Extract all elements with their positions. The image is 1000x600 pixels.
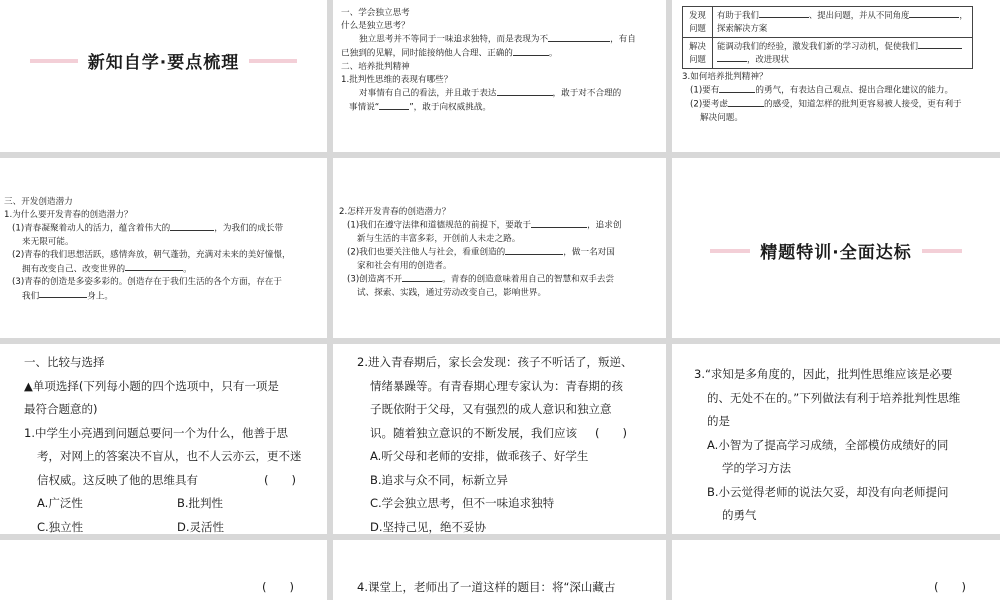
slide-12[interactable] [672,540,1000,600]
text-line: 2.进入青春期后，家长会发现：孩子不听话了，叛逆、 [357,355,633,369]
slide-5[interactable] [333,158,666,338]
table-row [683,7,973,38]
text-line: 独立思考并不等同于一味追求独特，而是表现为不 ，有自 [359,35,636,45]
option-b[interactable]: B.小云觉得老师的说法欠妥，却没有向老师提问 [707,484,949,499]
section-title: 新知自学·要点梳理 [87,53,240,73]
text-line: 识。随着独立意识的不断发展，我们应该 ( ) [357,422,658,446]
slide-5-text [333,158,666,300]
text-line: 我们 身上。 [22,291,113,302]
option-b[interactable]: B.追求与众不同，标新立异 [370,472,509,487]
title-line-left [30,59,78,63]
title-line-right [922,249,962,253]
option-a[interactable]: A.小智为了提高学习成绩，全部模仿成绩好的同 [707,437,949,452]
slide-7-text [0,344,327,534]
text-line: 什么是独立思考？ [341,21,410,32]
slide-11[interactable] [333,540,666,600]
text-line: 对事情有自己的看法，并且敢于表达 ，敢于对不合理的 [359,89,622,99]
option-row [24,516,317,535]
text-line: 子既依附于父母，又有强烈的成人意识和独立意 [370,402,612,416]
text-line: 事情说“ ”，敢于向权威挑战。 [349,102,492,113]
option-c[interactable]: C.学会独立思考，但不一味追求独特 [370,496,555,510]
text-line: 三、开发创造潜力 [4,197,73,207]
text-line: (2)要考虑 的感受，知道怎样的批判更容易被人接受，更有利于 [690,99,962,110]
slide-9-text [672,344,1000,528]
slide-6[interactable] [672,158,1000,338]
option-d[interactable]: D.坚持己见，绝不妥协 [370,519,487,534]
section-title-bar [672,238,1000,263]
option-b[interactable]: B.批判性 [177,496,224,510]
text-line: 1.中学生小亮遇到问题总要问一个为什么，他善于思 [24,425,288,440]
slide-4[interactable] [0,158,327,338]
text-line: 的、无处不在的。”下列做法有利于培养批判性思维 [707,390,961,405]
slide-2-text [333,0,666,115]
slide-4-text [0,158,327,303]
table-head-cell: 发现 问题 [683,7,713,38]
answer-paren: ( ) [595,425,627,440]
text-line: 的是 [707,414,730,428]
text-line: 最符合题意的) [24,402,98,416]
section-title-bar [0,48,327,73]
table-row [683,38,973,69]
title-line-right [249,59,297,63]
slide-3-text [672,69,1000,125]
text-line: (3)青春的创造是多姿多彩的。创造存在于我们生活的各个方面，存在于 [12,277,282,288]
text-line: 已独到的见解，同时能接纳他人合理、正确的 。 [341,48,558,59]
slide-7[interactable] [0,344,327,534]
text-line: 来无限可能。 [22,237,74,248]
text-line: (1)青春凝聚着动人的活力，蕴含着伟大的 ，为我们的成长带 [12,224,284,234]
option-a[interactable]: A.广泛性 [37,496,83,510]
text-line: 1.为什么要开发青春的创造潜力？ [4,210,133,221]
text-line: (1)我们在遵守法律和道德规范的前提下，要敢于 ，追求创 [347,220,622,231]
slide-3[interactable] [672,0,1000,152]
table-body-cell: 能调动我们的经验，激发我们新的学习动机，促使我们 ，改进现状 [713,38,973,69]
text-line: 新与生活的丰富多彩，开创前人未走之路。 [357,234,521,244]
text-line: 情绪暴躁等。有青春期心理专家认为：青春期的孩 [370,378,623,393]
text-line: 考，对网上的答案决不盲从，也不人云亦云，更不迷 [37,449,302,463]
text-line: 2.怎样开发青春的创造潜力？ [339,207,451,217]
text-line: 3.如何培养批判精神？ [682,72,768,82]
table-head-cell: 解决 问题 [683,38,713,69]
text-line: ▲单项选择(下列每小题的四个选项中，只有一项是 [24,378,279,393]
critical-thinking-table [682,6,973,69]
option-b-cont: 的勇气 [722,508,757,522]
text-line: (2)青春的我们思想活跃，感情奔放，朝气蓬勃，充满对未来的美好憧憬， [12,250,291,261]
text-line: 3.“求知是多角度的，因此，批判性思维应该是必要 [694,367,953,381]
slide-1[interactable] [0,0,327,152]
text-line: (3)创造离不开 。青春的创造意味着用自己的智慧和双手去尝 [347,274,615,285]
table-body-cell: 有助于我们 、提出问题，并从不同角度 ， 探索解决方案 [713,7,973,38]
answer-paren: ( ) [934,580,966,594]
option-a[interactable]: A.听父母和老师的安排，做乖孩子、好学生 [370,449,589,463]
section-title: 精题特训·全面达标 [760,243,912,263]
text-line: 一、比较与选择 [24,355,105,369]
option-d[interactable]: D.灵活性 [177,519,225,534]
slide-2[interactable] [333,0,666,152]
text-line: 试、探索、实践，通过劳动改变自己，影响世界。 [357,288,547,298]
text-line: 拥有改变自己、改变世界的 。 [22,264,192,275]
text-line: 信权威。这反映了他的思维具有 ( ) [24,469,317,493]
answer-paren: ( ) [264,472,296,487]
answer-paren: ( ) [262,580,294,594]
text-line: 二、培养批判精神 [341,62,410,72]
slide-8[interactable] [333,344,666,534]
slide-8-text [333,344,666,534]
text-line: 一、学会独立思考 [341,8,410,18]
text-line: 1.批判性思维的表现有哪些？ [341,75,453,86]
text-line: (2)我们也要关注他人与社会，看重创造的 ，做一名对国 [347,247,615,258]
option-c[interactable]: C.独立性 [37,519,84,534]
text-line: 解决问题。 [700,112,743,123]
title-line-left [710,249,750,253]
text-line: 家和社会有用的创造者。 [357,261,452,271]
question-4-text: 4.课堂上，老师出了一道这样的题目：将“深山藏古 [357,580,616,594]
text-line: (1)要有 的勇气，有表达自己观点、提出合理化建议的能力。 [690,85,954,96]
slide-9[interactable] [672,344,1000,534]
option-row [24,492,317,516]
slide-10[interactable] [0,540,327,600]
option-a-cont: 学的学习方法 [722,461,791,475]
